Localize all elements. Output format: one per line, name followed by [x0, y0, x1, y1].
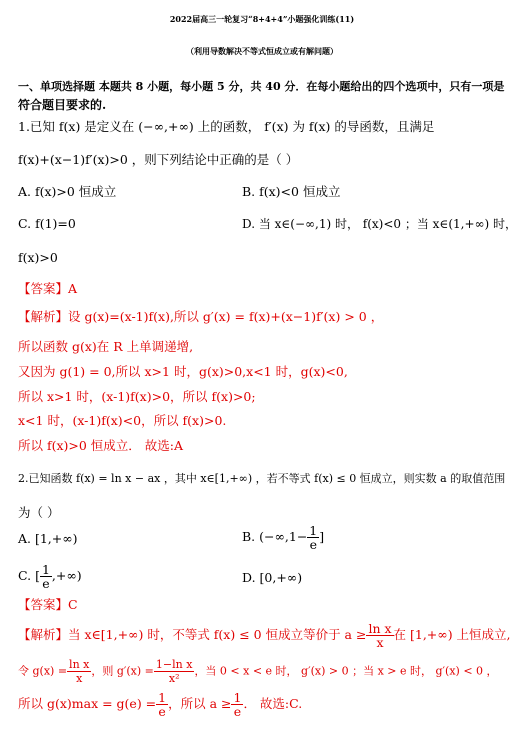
q1-stem-line1: 1.已知 f(x) 是定义在 (−∞,+∞) 上的函数， f′(x) 为 f(x) 的导函数，且满足: [18, 119, 435, 134]
q1-option-d-cont: f(x)>0: [18, 250, 58, 265]
fraction: $\frac{\text{ln x}}{x}$: [69, 658, 90, 685]
q2-option-c: C. [ $\frac{1}{e}$ ,+∞): [18, 562, 82, 591]
q1-option-b: B. f(x)<0 恒成立: [242, 184, 341, 199]
q1-option-d: D. 当 x∈(−∞,1) 时， f(x)<0 ；当 x∈(1,+∞) 时，: [242, 217, 517, 231]
q1-answer: 【答案】A: [18, 281, 78, 296]
q2-solution-line2: 令 g(x) = $\frac{\text{ln x}}{x}$ ，则 g′(x) = $\frac{\text{1−ln x}}{\text{x²}}$ ，当 0 < x < e 时， g′(x) > 0 ；当 x > e 时， g′(x) < 0 ，: [18, 658, 498, 685]
fraction: $\frac{1}{e}$: [41, 562, 50, 591]
fraction: $\frac{1}{e}$: [158, 690, 167, 719]
q1-solution-line1: 【解析】设 g(x)=(x-1)f(x),所以 g′(x) = f(x)+(x−1)f′(x) > 0 ，: [18, 309, 384, 324]
q2-option-b: B. (−∞,1− $\frac{1}{e}$ ]: [242, 523, 325, 552]
q1-stem-line2: f(x)+(x−1)f′(x)>0 ，则下列结论中正确的是（ ）: [18, 152, 299, 167]
q1-solution-line4: 所以 x>1 时，(x-1)f(x)>0，所以 f(x)>0;: [18, 389, 256, 404]
fraction: $\frac{\text{ln x}}{x}$: [368, 621, 392, 650]
q1-solution-line2: 所以函数 g(x)在 R 上单调递增,: [18, 339, 194, 354]
q2-answer: 【答案】C: [18, 597, 78, 612]
fraction: $\frac{1}{e}$: [233, 690, 242, 719]
q1-solution-line5: x<1 时，(x-1)f(x)<0，所以 f(x)>0.: [18, 413, 227, 428]
q1-option-c: C. f(1)=0: [18, 216, 76, 231]
q1-option-a: A. f(x)>0 恒成立: [18, 184, 117, 199]
section-heading-line1: 一、单项选择题 本题共 8 小题，每小题 5 分，共 40 分．在每小题给出的四个选项中，只有一项是: [18, 80, 505, 93]
fraction: $\frac{1}{e}$: [309, 523, 318, 552]
q2-stem-line2: 为（ ）: [18, 505, 60, 520]
page-title: 2022届高三一轮复习“8+4+4”小题强化训练(11): [169, 14, 355, 24]
section-heading-line2: 符合题目要求的.: [18, 98, 107, 112]
page-subtitle: （利用导数解决不等式恒成立或有解问题）: [186, 46, 338, 56]
q2-option-d: D. [0,+∞): [242, 570, 303, 585]
q2-stem-line1: 2.已知函数 f(x) = ln x − ax ，其中 x∈[1,+∞) ，若不等式 f(x) ≤ 0 恒成立，则实数 a 的取值范围: [18, 472, 506, 485]
q2-solution-line3: 所以 g(x)max = g(e) = $\frac{1}{e}$ ，所以 a ≥ $\frac{1}{e}$ ． 故选:C.: [18, 690, 303, 719]
fraction: $\frac{\text{1−ln x}}{\text{x²}}$: [155, 658, 193, 685]
q1-solution-line3: 又因为 g(1) = 0,所以 x>1 时，g(x)>0,x<1 时，g(x)<0,: [18, 364, 348, 379]
q1-solution-line6: 所以 f(x)>0 恒成立． 故选:A: [18, 438, 184, 453]
q2-option-a: A. [1,+∞): [18, 531, 78, 546]
q2-solution-line1: 【解析】当 x∈[1,+∞) 时，不等式 f(x) ≤ 0 恒成立等价于 a ≥ $\frac{\text{ln x}}{x}$ 在 [1,+∞) 上恒成立,: [18, 621, 511, 650]
